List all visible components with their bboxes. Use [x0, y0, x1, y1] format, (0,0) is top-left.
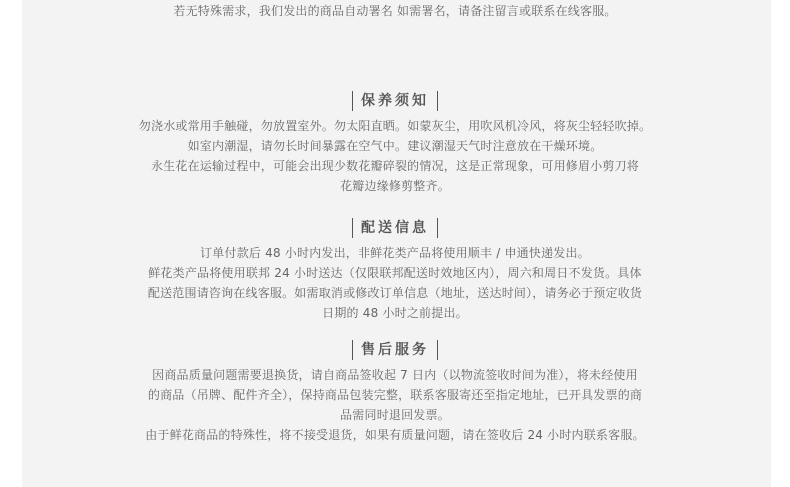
- care-line-1: 勿浇水或常用手触碰，勿放置室外。勿太阳直晒。如蒙灰尘，用吹风机冷风，将灰尘轻轻吹掉。: [138, 119, 652, 133]
- delivery-line-2: 鲜花类产品将使用联邦 24 小时送达（仅限联邦配送时效地区内），周六和周日不发货。具体: [148, 266, 642, 280]
- delivery-heading-label: 配送信息: [352, 218, 438, 238]
- delivery-line-4: 日期的 48 小时之前提出。: [322, 306, 468, 320]
- care-line-3: 永生花在运输过程中，可能会出现少数花瓣碎裂的情况，这是正常现象，可用修眉小剪刀将: [150, 159, 639, 173]
- care-line-4: 花瓣边缘修剪整齐。: [340, 179, 450, 193]
- delivery-line-1: 订单付款后 48 小时内发出，非鲜花类产品将使用顺丰 / 申通快递发出。: [200, 246, 590, 260]
- care-line-2: 如室内潮湿，请勿长时间暴露在空气中。建议潮湿天气时注意放在干燥环境。: [187, 139, 603, 153]
- aftersales-line-4: 由于鲜花商品的特殊性，将不接受退货，如果有质量问题，请在签收后 24 小时内联系客服。: [145, 428, 645, 442]
- aftersales-line-3: 品需同时退回发票。: [340, 408, 450, 422]
- aftersales-line-2: 的商品（吊牌、配件齐全），保持商品包装完整，联系客服寄还至指定地址，已开具发票的商: [147, 388, 643, 402]
- care-heading-label: 保养须知: [352, 91, 438, 111]
- delivery-line-3: 配送范围请咨询在线客服。如需取消或修改订单信息（地址，送达时间），请务必于预定收货: [147, 286, 643, 300]
- aftersales-line-1: 因商品质量问题需要退换货，请自商品签收起 7 日内（以物流签收时间为准），将未经使用: [152, 368, 638, 382]
- care-section-heading: [0, 91, 790, 113]
- aftersales-section-heading: [0, 340, 790, 362]
- aftersales-heading-label: 售后服务: [352, 340, 438, 360]
- delivery-section-heading: [0, 218, 790, 240]
- intro-text: 若无特殊需求，我们发出的商品自动署名 如需署名，请备注留言或联系在线客服。: [173, 4, 617, 18]
